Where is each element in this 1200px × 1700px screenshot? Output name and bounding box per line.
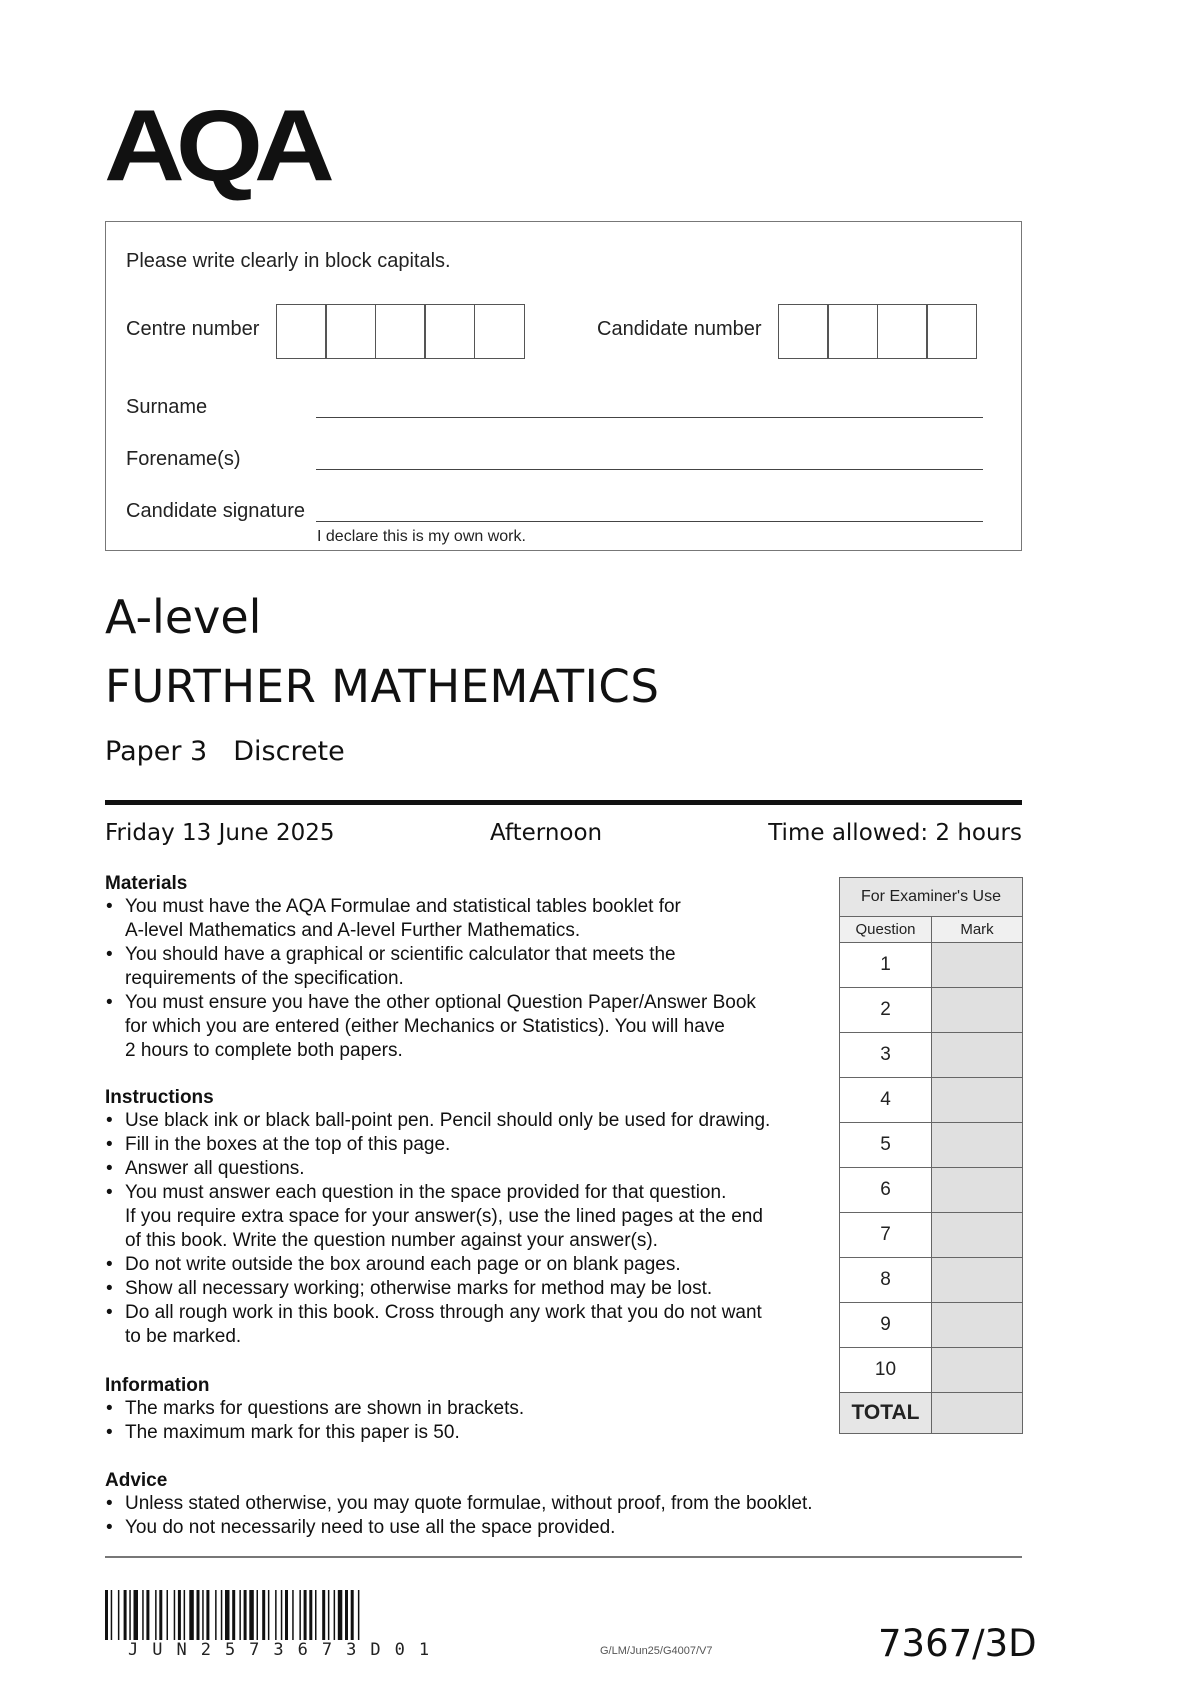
barcode-bar — [275, 1590, 277, 1640]
centre-number-digit[interactable] — [424, 304, 475, 359]
question-number: 2 — [840, 988, 932, 1033]
barcode-bar — [249, 1590, 254, 1640]
paper-code: 7367/3D — [878, 1622, 1037, 1665]
centre-number-digit[interactable] — [276, 304, 327, 359]
barcode-bar — [358, 1590, 360, 1640]
barcode-bar — [304, 1590, 307, 1640]
block-capitals-instruction: Please write clearly in block capitals. — [126, 250, 451, 272]
barcode-bar — [292, 1590, 294, 1640]
question-number: 5 — [840, 1123, 932, 1168]
exam-session: Afternoon — [490, 820, 603, 846]
barcode-bar — [257, 1590, 259, 1640]
surname-field[interactable] — [316, 417, 983, 418]
information-item: • The marks for questions are shown in brackets. — [105, 1397, 835, 1421]
signature-field[interactable] — [316, 521, 983, 522]
barcode-bar — [189, 1590, 194, 1640]
materials-heading: Materials — [105, 873, 188, 894]
barcode-bar — [146, 1590, 149, 1640]
candidate-number-digit[interactable] — [877, 304, 928, 359]
question-number: 1 — [840, 943, 932, 988]
information-item: • The maximum mark for this paper is 50. — [105, 1421, 835, 1445]
time-allowed: Time allowed: 2 hours — [768, 820, 1022, 846]
materials-item: • You must ensure you have the other optional Question Paper/Answer Book for which you are entered (either Mechanics or Statistics). You will have 2 hours to complete both papers. — [105, 991, 835, 1063]
title-divider — [105, 800, 1022, 805]
barcode-bar — [215, 1590, 217, 1640]
centre-number-digit[interactable] — [474, 304, 525, 359]
barcode-bar — [299, 1590, 301, 1640]
barcode-bar — [142, 1590, 144, 1640]
signature-label: Candidate signature — [126, 500, 306, 522]
barcode-bar — [322, 1590, 325, 1640]
barcode-bar — [232, 1590, 235, 1640]
candidate-details-box — [105, 221, 1022, 551]
mark-cell — [932, 1213, 1023, 1258]
mark-cell — [932, 1348, 1023, 1393]
paper-number: Paper 3 — [105, 736, 208, 767]
barcode-text: JUN2573673D01 — [128, 1640, 444, 1660]
footer-divider — [105, 1556, 1022, 1558]
total-mark-cell — [932, 1393, 1023, 1434]
barcode-bar — [206, 1590, 209, 1640]
barcode-bar — [221, 1590, 223, 1640]
centre-number-digit[interactable] — [375, 304, 426, 359]
materials-section — [105, 873, 835, 1063]
paper-title — [105, 736, 345, 767]
mark-cell — [932, 988, 1023, 1033]
centre-number-digit[interactable] — [325, 304, 376, 359]
barcode-bar — [239, 1590, 241, 1640]
instructions-item: • Do not write outside the box around each page or on blank pages. — [105, 1253, 845, 1277]
barcode-bar — [197, 1590, 200, 1640]
barcode-bar — [328, 1590, 330, 1640]
barcode-bar — [334, 1590, 336, 1640]
mark-column-header: Mark — [932, 917, 1023, 943]
centre-number-label: Centre number — [126, 318, 260, 340]
barcode-bar — [134, 1590, 139, 1640]
materials-item: • You must have the AQA Formulae and statistical tables booklet for A-level Mathematics and A-level Further Mathematics. — [105, 895, 835, 943]
candidate-number-digit[interactable] — [827, 304, 878, 359]
examiners-use-table — [839, 877, 1023, 1434]
barcode — [105, 1590, 475, 1642]
question-number: 10 — [840, 1348, 932, 1393]
barcode-bar — [262, 1590, 265, 1640]
instructions-item: • Show all necessary working; otherwise marks for method may be lost. — [105, 1277, 845, 1301]
barcode-bar — [118, 1590, 120, 1640]
instructions-item: • Answer all questions. — [105, 1157, 845, 1181]
mark-cell — [932, 1303, 1023, 1348]
subject-title: FURTHER MATHEMATICS — [105, 660, 660, 713]
mark-cell — [932, 943, 1023, 988]
barcode-bar — [155, 1590, 157, 1640]
instructions-item: • Fill in the boxes at the top of this page. — [105, 1133, 845, 1157]
barcode-bar — [285, 1590, 288, 1640]
declaration-text: I declare this is my own work. — [317, 528, 526, 545]
aqa-logo: AQA — [104, 89, 326, 203]
barcode-bar — [351, 1590, 354, 1640]
instructions-item: • Use black ink or black ball-point pen. Pencil should only be used for drawing. — [105, 1109, 845, 1133]
mark-cell — [932, 1168, 1023, 1213]
barcode-bar — [178, 1590, 181, 1640]
barcode-bar — [174, 1590, 176, 1640]
surname-label: Surname — [126, 396, 208, 418]
qualification-level: A-level — [105, 590, 262, 644]
barcode-bar — [167, 1590, 169, 1640]
paper-component: Discrete — [233, 736, 345, 767]
advice-section — [105, 1470, 1022, 1540]
barcode-bar — [202, 1590, 204, 1640]
advice-heading: Advice — [105, 1470, 168, 1491]
barcode-bar — [225, 1590, 230, 1640]
barcode-bar — [124, 1590, 127, 1640]
instructions-heading: Instructions — [105, 1087, 214, 1108]
exam-date: Friday 13 June 2025 — [105, 820, 335, 846]
instructions-item: • You must answer each question in the space provided for that question. If you require extra space for your answer(s), use the lined pages at the end of this book. Write the question number against your answer(s). — [105, 1181, 845, 1253]
document-reference: G/LM/Jun25/G4007/V7 — [600, 1645, 713, 1657]
candidate-number-boxes[interactable] — [779, 304, 977, 359]
question-column-header: Question — [840, 917, 932, 943]
question-number: 9 — [840, 1303, 932, 1348]
information-heading: Information — [105, 1375, 210, 1396]
barcode-bar — [129, 1590, 131, 1640]
barcode-bar — [159, 1590, 162, 1640]
mark-cell — [932, 1078, 1023, 1123]
question-number: 8 — [840, 1258, 932, 1303]
question-number: 3 — [840, 1033, 932, 1078]
mark-cell — [932, 1258, 1023, 1303]
barcode-bar — [281, 1590, 283, 1640]
question-number: 7 — [840, 1213, 932, 1258]
instructions-section — [105, 1087, 845, 1349]
barcode-bar — [345, 1590, 348, 1640]
materials-item: • You should have a graphical or scientific calculator that meets the requirements of the specification. — [105, 943, 835, 991]
candidate-number-digit[interactable] — [778, 304, 829, 359]
forenames-field[interactable] — [316, 469, 983, 470]
examiners-use-title: For Examiner's Use — [840, 878, 1023, 917]
advice-item: • Unless stated otherwise, you may quote formulae, without proof, from the booklet. — [105, 1492, 1022, 1516]
barcode-bar — [309, 1590, 312, 1640]
mark-cell — [932, 1123, 1023, 1168]
candidate-number-digit[interactable] — [926, 304, 977, 359]
candidate-number-label: Candidate number — [597, 318, 762, 340]
barcode-bar — [315, 1590, 317, 1640]
barcode-bar — [338, 1590, 343, 1640]
barcode-bar — [268, 1590, 270, 1640]
total-label: TOTAL — [840, 1393, 932, 1434]
information-section — [105, 1375, 835, 1445]
barcode-bar — [244, 1590, 247, 1640]
forenames-label: Forename(s) — [126, 448, 241, 470]
question-number: 4 — [840, 1078, 932, 1123]
question-number: 6 — [840, 1168, 932, 1213]
barcode-bar — [105, 1590, 108, 1640]
barcode-bar — [111, 1590, 113, 1640]
mark-cell — [932, 1033, 1023, 1078]
centre-number-boxes[interactable] — [277, 304, 525, 359]
advice-item: • You do not necessarily need to use all the space provided. — [105, 1516, 1022, 1540]
barcode-bar — [184, 1590, 186, 1640]
instructions-item: • Do all rough work in this book. Cross through any work that you do not want to be marked. — [105, 1301, 845, 1349]
